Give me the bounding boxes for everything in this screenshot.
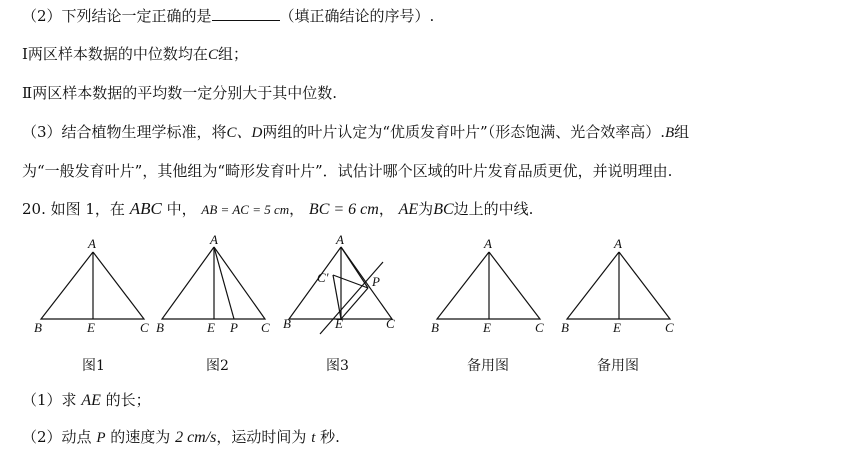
fig3-label-c: C: [386, 316, 395, 331]
fig1-label-c: C: [140, 320, 149, 335]
q3-vars: C、D: [226, 125, 263, 141]
caption-fig3: 图3: [326, 358, 349, 374]
fig1-label-a: A: [88, 236, 96, 251]
q20-sep2: ，: [378, 200, 394, 218]
caption-fig1: 图1: [82, 358, 105, 374]
p2-prefix: （2）动点: [22, 428, 92, 446]
q20-num: 20. 如图 1，在: [22, 200, 125, 218]
caption-fig2: 图2: [206, 358, 229, 374]
question-20: [22, 199, 533, 220]
fig1-label-b: B: [34, 320, 42, 335]
fig3-label-b: B: [283, 316, 291, 331]
q3-part2: 两组的叶片认定为“优质发育叶片”（形态饱满、光合效率高）.: [262, 123, 665, 141]
question-2: [22, 6, 434, 26]
q20-tri: ABC: [129, 199, 162, 218]
part-2: [22, 427, 340, 448]
q3b-text: 为“一般发育叶片”，其他组为“畸形发育叶片”．试估计哪个区域的叶片发育品质更优，并说明理由.: [22, 162, 673, 180]
question-3: [22, 122, 689, 143]
q20-cond1: AB = AC = 5 cm: [201, 202, 290, 217]
fig3-fold-line: [320, 262, 383, 334]
p1-suffix: 的长；: [105, 391, 151, 409]
fig2-label-e: E: [207, 320, 215, 335]
fig4-label-e: E: [483, 320, 491, 335]
p2-var: P: [96, 430, 106, 446]
q20-ae: AE: [398, 201, 419, 218]
fig3-label-c-prime: C': [317, 270, 329, 285]
q20-cond2: BC = 6 cm: [308, 201, 379, 218]
fig3-label-a: A: [336, 232, 344, 247]
fig4-label-c: C: [535, 320, 544, 335]
statement-2: [22, 83, 337, 103]
figure-2: [162, 247, 265, 319]
fig2-ap: [214, 247, 234, 319]
q3-var-b: B: [665, 125, 675, 141]
p1-var: AE: [81, 392, 101, 409]
fig2-label-p: P: [230, 320, 238, 335]
answer-blank[interactable]: [212, 6, 280, 21]
stmt1-var: C: [207, 47, 218, 63]
fig1-label-e: E: [87, 320, 95, 335]
fig3-ap: [341, 247, 368, 288]
q20-mid: 中，: [166, 200, 197, 218]
q3-part1: （3）结合植物生理学标准，将: [22, 123, 227, 141]
p2-suffix: 秒.: [320, 428, 340, 446]
fig5-label-b: B: [561, 320, 569, 335]
statement-1: [22, 44, 248, 65]
p2-speed: 2 cm/s: [175, 429, 217, 446]
fig2-label-c: C: [261, 320, 270, 335]
fig5-label-c: C: [665, 320, 674, 335]
q20-sep: ，: [289, 200, 305, 218]
fig5-label-e: E: [613, 320, 621, 335]
q3-part3: 组: [674, 123, 690, 141]
fig4-label-b: B: [431, 320, 439, 335]
q2-suffix: （填正确结论的序号）.: [279, 7, 435, 25]
fig3-label-p: P: [372, 274, 380, 289]
q20-bc: BC: [433, 201, 454, 218]
part-1: [22, 390, 151, 411]
fig4-label-a: A: [484, 236, 492, 251]
figure-1: [41, 252, 144, 319]
fig3-ec-prime: [333, 275, 341, 319]
fig3-ep: [341, 288, 368, 319]
stmt1-suffix: 组；: [217, 45, 248, 63]
stmt1-prefix: Ⅰ两区样本数据的中位数均在: [22, 45, 208, 63]
fig2-label-a: A: [210, 232, 218, 247]
caption-fig5: 备用图: [597, 358, 639, 374]
question-3-cont: [22, 161, 672, 181]
q2-prefix: （2）下列结论一定正确的是: [22, 7, 212, 25]
p1-prefix: （1）求: [22, 391, 77, 409]
q20-for: 为: [418, 200, 434, 218]
figure-4: [437, 252, 540, 319]
fig5-label-a: A: [614, 236, 622, 251]
figure-5: [567, 252, 670, 319]
p2-mid2: ，运动时间为: [216, 428, 307, 446]
fig2-label-b: B: [156, 320, 164, 335]
p2-mid: 的速度为: [110, 428, 171, 446]
q20-end: 边上的中线.: [453, 200, 534, 218]
figures-svg: [0, 230, 863, 360]
stmt2-text: Ⅱ两区样本数据的平均数一定分别大于其中位数.: [22, 84, 337, 102]
caption-fig4: 备用图: [467, 358, 509, 374]
fig3-label-e: E: [335, 316, 343, 331]
p2-t: t: [311, 430, 316, 446]
